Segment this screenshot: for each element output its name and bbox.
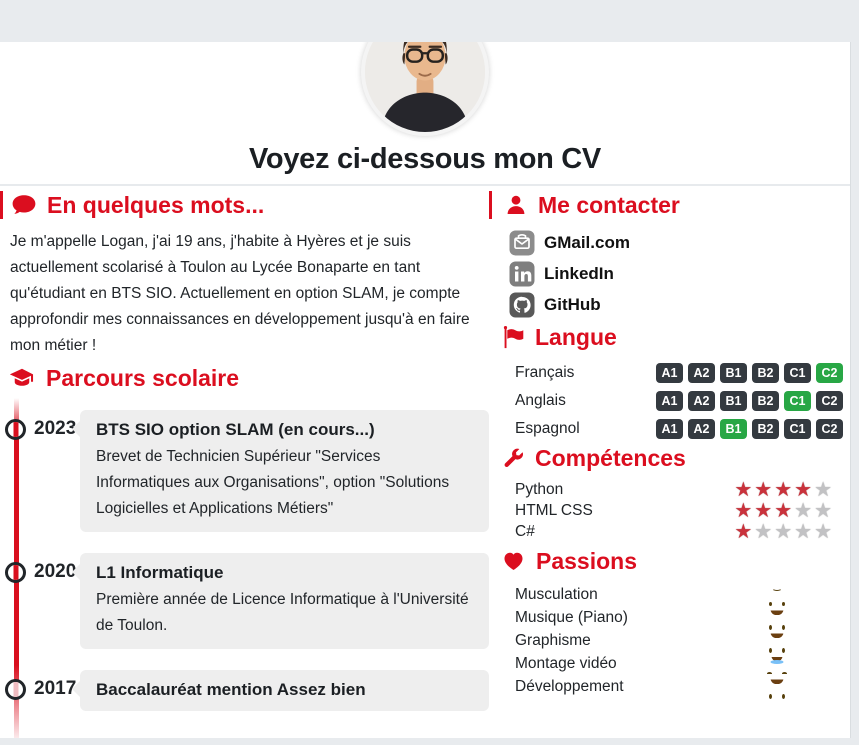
flag-icon <box>501 324 525 350</box>
passion-name: Montage vidéo <box>515 654 617 672</box>
skill-row <box>515 501 832 521</box>
timeline-marker-icon <box>5 562 26 583</box>
languages-section <box>489 323 850 439</box>
gmail-icon <box>509 230 535 256</box>
star-filled-icon: ★ <box>734 521 753 543</box>
language-row <box>515 391 843 411</box>
timeline-card <box>80 670 489 711</box>
about-heading: En quelques mots... <box>0 191 489 219</box>
gmail-icon <box>509 230 535 256</box>
passion-row <box>515 630 850 651</box>
level-badge-c1: C1 <box>784 391 811 411</box>
language-list <box>489 363 850 439</box>
level-badge-b1: B1 <box>720 363 747 383</box>
level-badge-a2: A2 <box>688 363 715 383</box>
timeline-card-description: Première année de Licence Informatique à l'Université de Toulon. <box>96 591 469 634</box>
contact-link[interactable] <box>509 292 601 318</box>
level-badge-a2: A2 <box>688 419 715 439</box>
passion-row <box>515 584 850 605</box>
passion-name: Graphisme <box>515 631 591 649</box>
star-empty-icon: ★ <box>814 479 832 501</box>
linkedin-icon <box>509 261 535 287</box>
contact-label[interactable]: GitHub <box>544 295 601 314</box>
star-empty-icon: ★ <box>794 500 813 522</box>
passion-row <box>515 653 850 674</box>
education-timeline <box>0 410 489 738</box>
passion-row <box>515 676 850 697</box>
star-empty-icon: ★ <box>814 500 832 522</box>
contact-label[interactable]: LinkedIn <box>544 264 614 283</box>
timeline-year: 2017 <box>34 678 77 699</box>
level-badges <box>656 363 843 383</box>
contact-heading: Me contacter <box>489 191 850 219</box>
star-rating <box>734 480 832 500</box>
timeline-marker-icon <box>5 419 26 440</box>
level-badge-b2: B2 <box>752 419 779 439</box>
right-column <box>489 186 850 697</box>
contact-label[interactable]: GMail.com <box>544 233 630 252</box>
level-badge-b1: B1 <box>720 419 747 439</box>
passions-heading: Passions <box>489 547 850 575</box>
level-badge-c2: C2 <box>816 391 843 411</box>
portrait-illustration <box>365 42 485 132</box>
language-name: Espagnol <box>515 420 580 437</box>
heart-icon <box>501 549 526 573</box>
language-name: Anglais <box>515 392 566 409</box>
timeline-card-title: BTS SIO option SLAM (en cours...) <box>96 420 375 439</box>
passion-row <box>515 607 850 628</box>
passions-section <box>489 547 850 697</box>
passion-name: Développement <box>515 677 624 695</box>
timeline-card-title: Baccalauréat mention Assez bien <box>96 680 366 699</box>
skill-name: HTML CSS <box>515 502 593 519</box>
star-empty-icon: ★ <box>794 521 813 543</box>
star-filled-icon: ★ <box>794 479 813 501</box>
level-badge-c2: C2 <box>816 363 843 383</box>
timeline-entry <box>0 670 489 711</box>
scrollbar-track[interactable] <box>851 0 859 745</box>
star-rating <box>734 501 832 521</box>
star-filled-icon: ★ <box>774 479 793 501</box>
language-row <box>515 363 843 383</box>
level-badge-a1: A1 <box>656 419 683 439</box>
passion-list <box>489 584 850 697</box>
wrench-icon <box>501 446 525 470</box>
level-badge-c1: C1 <box>784 419 811 439</box>
education-heading: Parcours scolaire <box>0 364 489 392</box>
timeline-marker-icon <box>5 679 26 700</box>
skill-name: C# <box>515 523 535 540</box>
timeline-year: 2023 <box>34 418 77 439</box>
level-badges <box>656 419 843 439</box>
header <box>0 42 850 136</box>
profile-photo <box>361 42 489 136</box>
education-section <box>0 364 489 738</box>
level-badge-b2: B2 <box>752 363 779 383</box>
contact-link[interactable] <box>509 261 614 287</box>
language-name: Français <box>515 364 575 381</box>
star-filled-icon: ★ <box>734 500 753 522</box>
level-badge-c1: C1 <box>784 363 811 383</box>
github-icon <box>509 292 535 318</box>
timeline-entry <box>0 410 489 532</box>
star-empty-icon: ★ <box>754 521 773 543</box>
languages-heading: Langue <box>489 323 850 351</box>
skill-row <box>515 522 832 542</box>
timeline-card <box>80 553 489 649</box>
about-section <box>0 191 489 359</box>
skill-row <box>515 480 832 500</box>
level-badge-b2: B2 <box>752 391 779 411</box>
main-card <box>0 42 851 738</box>
star-filled-icon: ★ <box>754 479 773 501</box>
contact-link[interactable] <box>509 230 630 256</box>
contact-list <box>489 230 850 318</box>
level-badges <box>656 391 843 411</box>
star-filled-icon: ★ <box>734 479 753 501</box>
skills-section <box>489 444 850 542</box>
page-title: Voyez ci-dessous mon CV <box>249 143 601 175</box>
level-badge-c2: C2 <box>816 419 843 439</box>
skill-list <box>489 480 850 542</box>
person-icon <box>504 193 528 217</box>
passion-name: Musculation <box>515 585 598 603</box>
star-empty-icon: ★ <box>774 521 793 543</box>
star-filled-icon: ★ <box>754 500 773 522</box>
level-badge-a2: A2 <box>688 391 715 411</box>
skill-name: Python <box>515 481 564 498</box>
timeline-entry <box>0 553 489 649</box>
star-empty-icon: ★ <box>814 521 832 543</box>
timeline-year: 2020 <box>34 561 77 582</box>
star-rating <box>734 522 832 542</box>
linkedin-icon <box>509 261 535 287</box>
level-badge-a1: A1 <box>656 391 683 411</box>
about-text: Je m'appelle Logan, j'ai 19 ans, j'habite à Hyères et je suis actuellement scolarisé à Toulon au Lycée Bonaparte en tant qu'étudiant en BTS SIO. Actuellement en option SLAM, je compte approfondir mes connaissances en développement jusqu'à en faire mon métier ! <box>10 233 470 354</box>
github-icon <box>509 292 535 318</box>
timeline-card-description: Brevet de Technicien Supérieur "Services Informatiques aux Organisations", option "Solutions Logicielles et Applications Métiers" <box>96 448 450 517</box>
passion-name: Musique (Piano) <box>515 608 628 626</box>
level-badge-a1: A1 <box>656 363 683 383</box>
language-row <box>515 419 843 439</box>
skills-heading: Compétences <box>489 444 850 472</box>
left-column <box>0 186 489 738</box>
graduation-cap-icon <box>8 365 36 391</box>
contact-section <box>489 191 850 318</box>
timeline-card <box>80 410 489 532</box>
speech-bubble-icon <box>11 192 37 218</box>
star-filled-icon: ★ <box>774 500 793 522</box>
timeline-card-title: L1 Informatique <box>96 563 224 582</box>
level-badge-b1: B1 <box>720 391 747 411</box>
